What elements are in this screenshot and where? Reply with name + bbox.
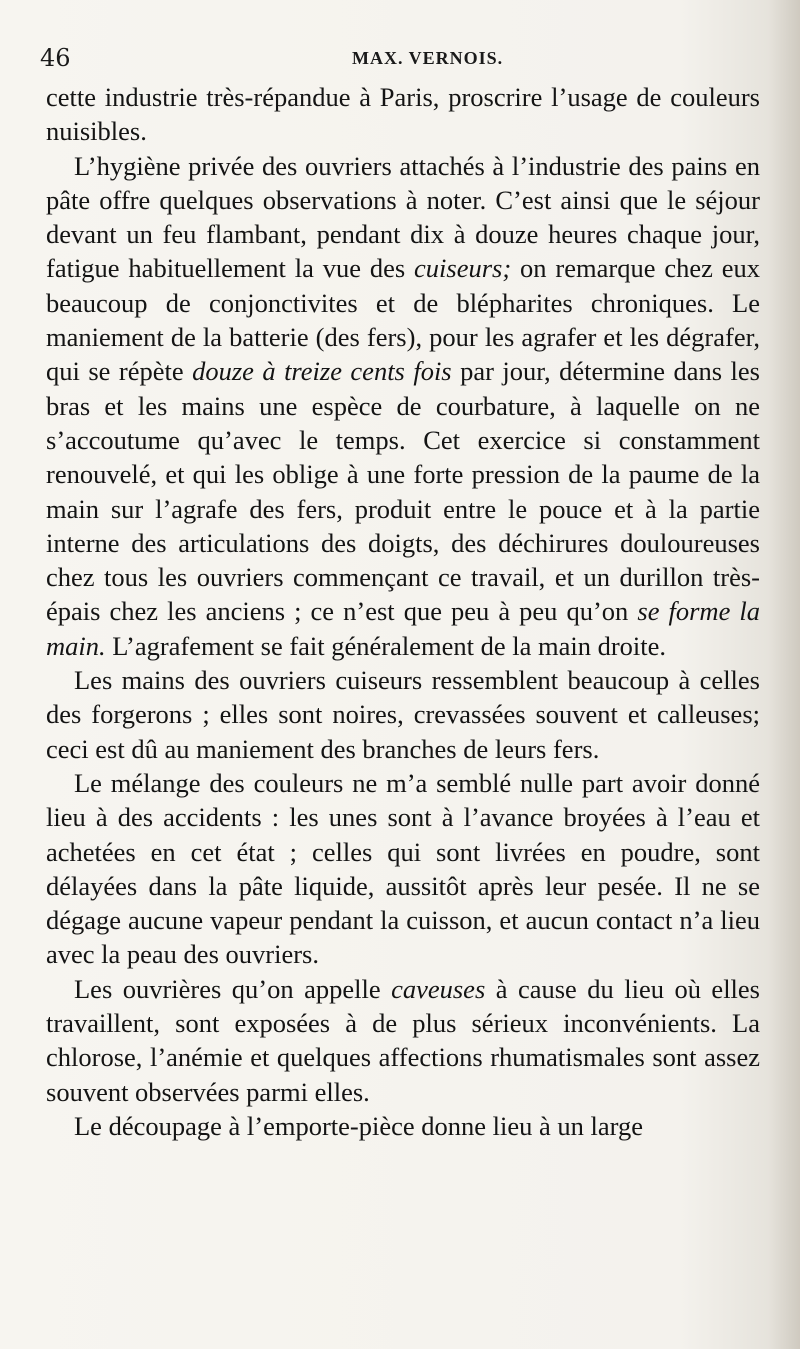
italic-run: cuiseurs; — [414, 253, 512, 284]
text-run: L’agrafement se fait généralement de la main droite. — [105, 630, 667, 661]
text-run: Le découpage à l’emporte-pièce donne lieu à un large — [74, 1110, 643, 1141]
text-run: Les mains des ouvriers cuiseurs ressemblent beaucoup à celles des forgerons ; elles sont noires, crevassées souvent et calleuses; ceci est dû au maniement des branches de leurs fers. — [46, 665, 760, 764]
text-run: on remarque chez eux beaucoup de conjonctivites et de blépharites chroniques. Le maniement de la batterie (des fers), pour les agrafer et les dégrafer, qui se répète — [46, 253, 760, 387]
text-run: à cause du lieu où elles travaillent, sont exposées à de plus sérieux inconvénients. La chlorose, l’anémie et quelques affections rhumatismales sont assez souvent observées parmi elles. — [46, 973, 760, 1107]
italic-run: douze à treize cents fois — [192, 356, 452, 387]
paragraph — [46, 149, 760, 663]
paragraph — [46, 766, 760, 972]
body-text — [46, 80, 760, 1143]
text-run: cette industrie très-répandue à Paris, proscrire l’usage de couleurs nuisibles. — [46, 82, 760, 147]
text-run: Les ouvrières qu’on appelle — [74, 973, 392, 1004]
paragraph — [46, 80, 760, 149]
page-header — [40, 44, 760, 74]
running-head: MAX. VERNOIS. — [352, 48, 504, 68]
text-run: Le mélange des couleurs ne m’a semblé nulle part avoir donné lieu à des accidents : les unes sont à l’avance broyées à l’eau et achetées en cet état ; celles qui sont livrées en poudre, sont délayées dans la pâte liquide, aussitôt après leur pesée. Il ne se dégage aucune vapeur pendant la cuisson, et aucun contact n’a lieu avec la peau des ouvriers. — [46, 767, 760, 970]
paragraph — [46, 663, 760, 766]
paragraph — [46, 972, 760, 1109]
italic-run: se forme la main. — [46, 596, 761, 661]
paragraph — [46, 1109, 760, 1143]
text-run: par jour, détermine dans les bras et les mains une espèce de courbature, à laquelle on ne s’accoutume qu’avec le temps. Cet exercice si constamment renouvelé, et qui les oblige à une forte pression de la paume de la main sur l’agrafe des fers, produit entre le pouce et à la partie interne des articulations des doigts, des déchirures douloureuses chez tous les ouvriers commençant ce travail, et un durillon très-épais chez les anciens ; ce n’est que peu à peu qu’on — [46, 356, 760, 627]
text-run: L’hygiène privée des ouvriers attachés à l’industrie des pains en pâte offre quelques observations à noter. C’est ainsi que le séjour devant un feu flambant, pendant dix à douze heures chaque jour, fatigue habituellement la vue des — [46, 150, 760, 284]
page-number: 46 — [40, 44, 71, 72]
italic-run: caveuses — [391, 973, 486, 1004]
